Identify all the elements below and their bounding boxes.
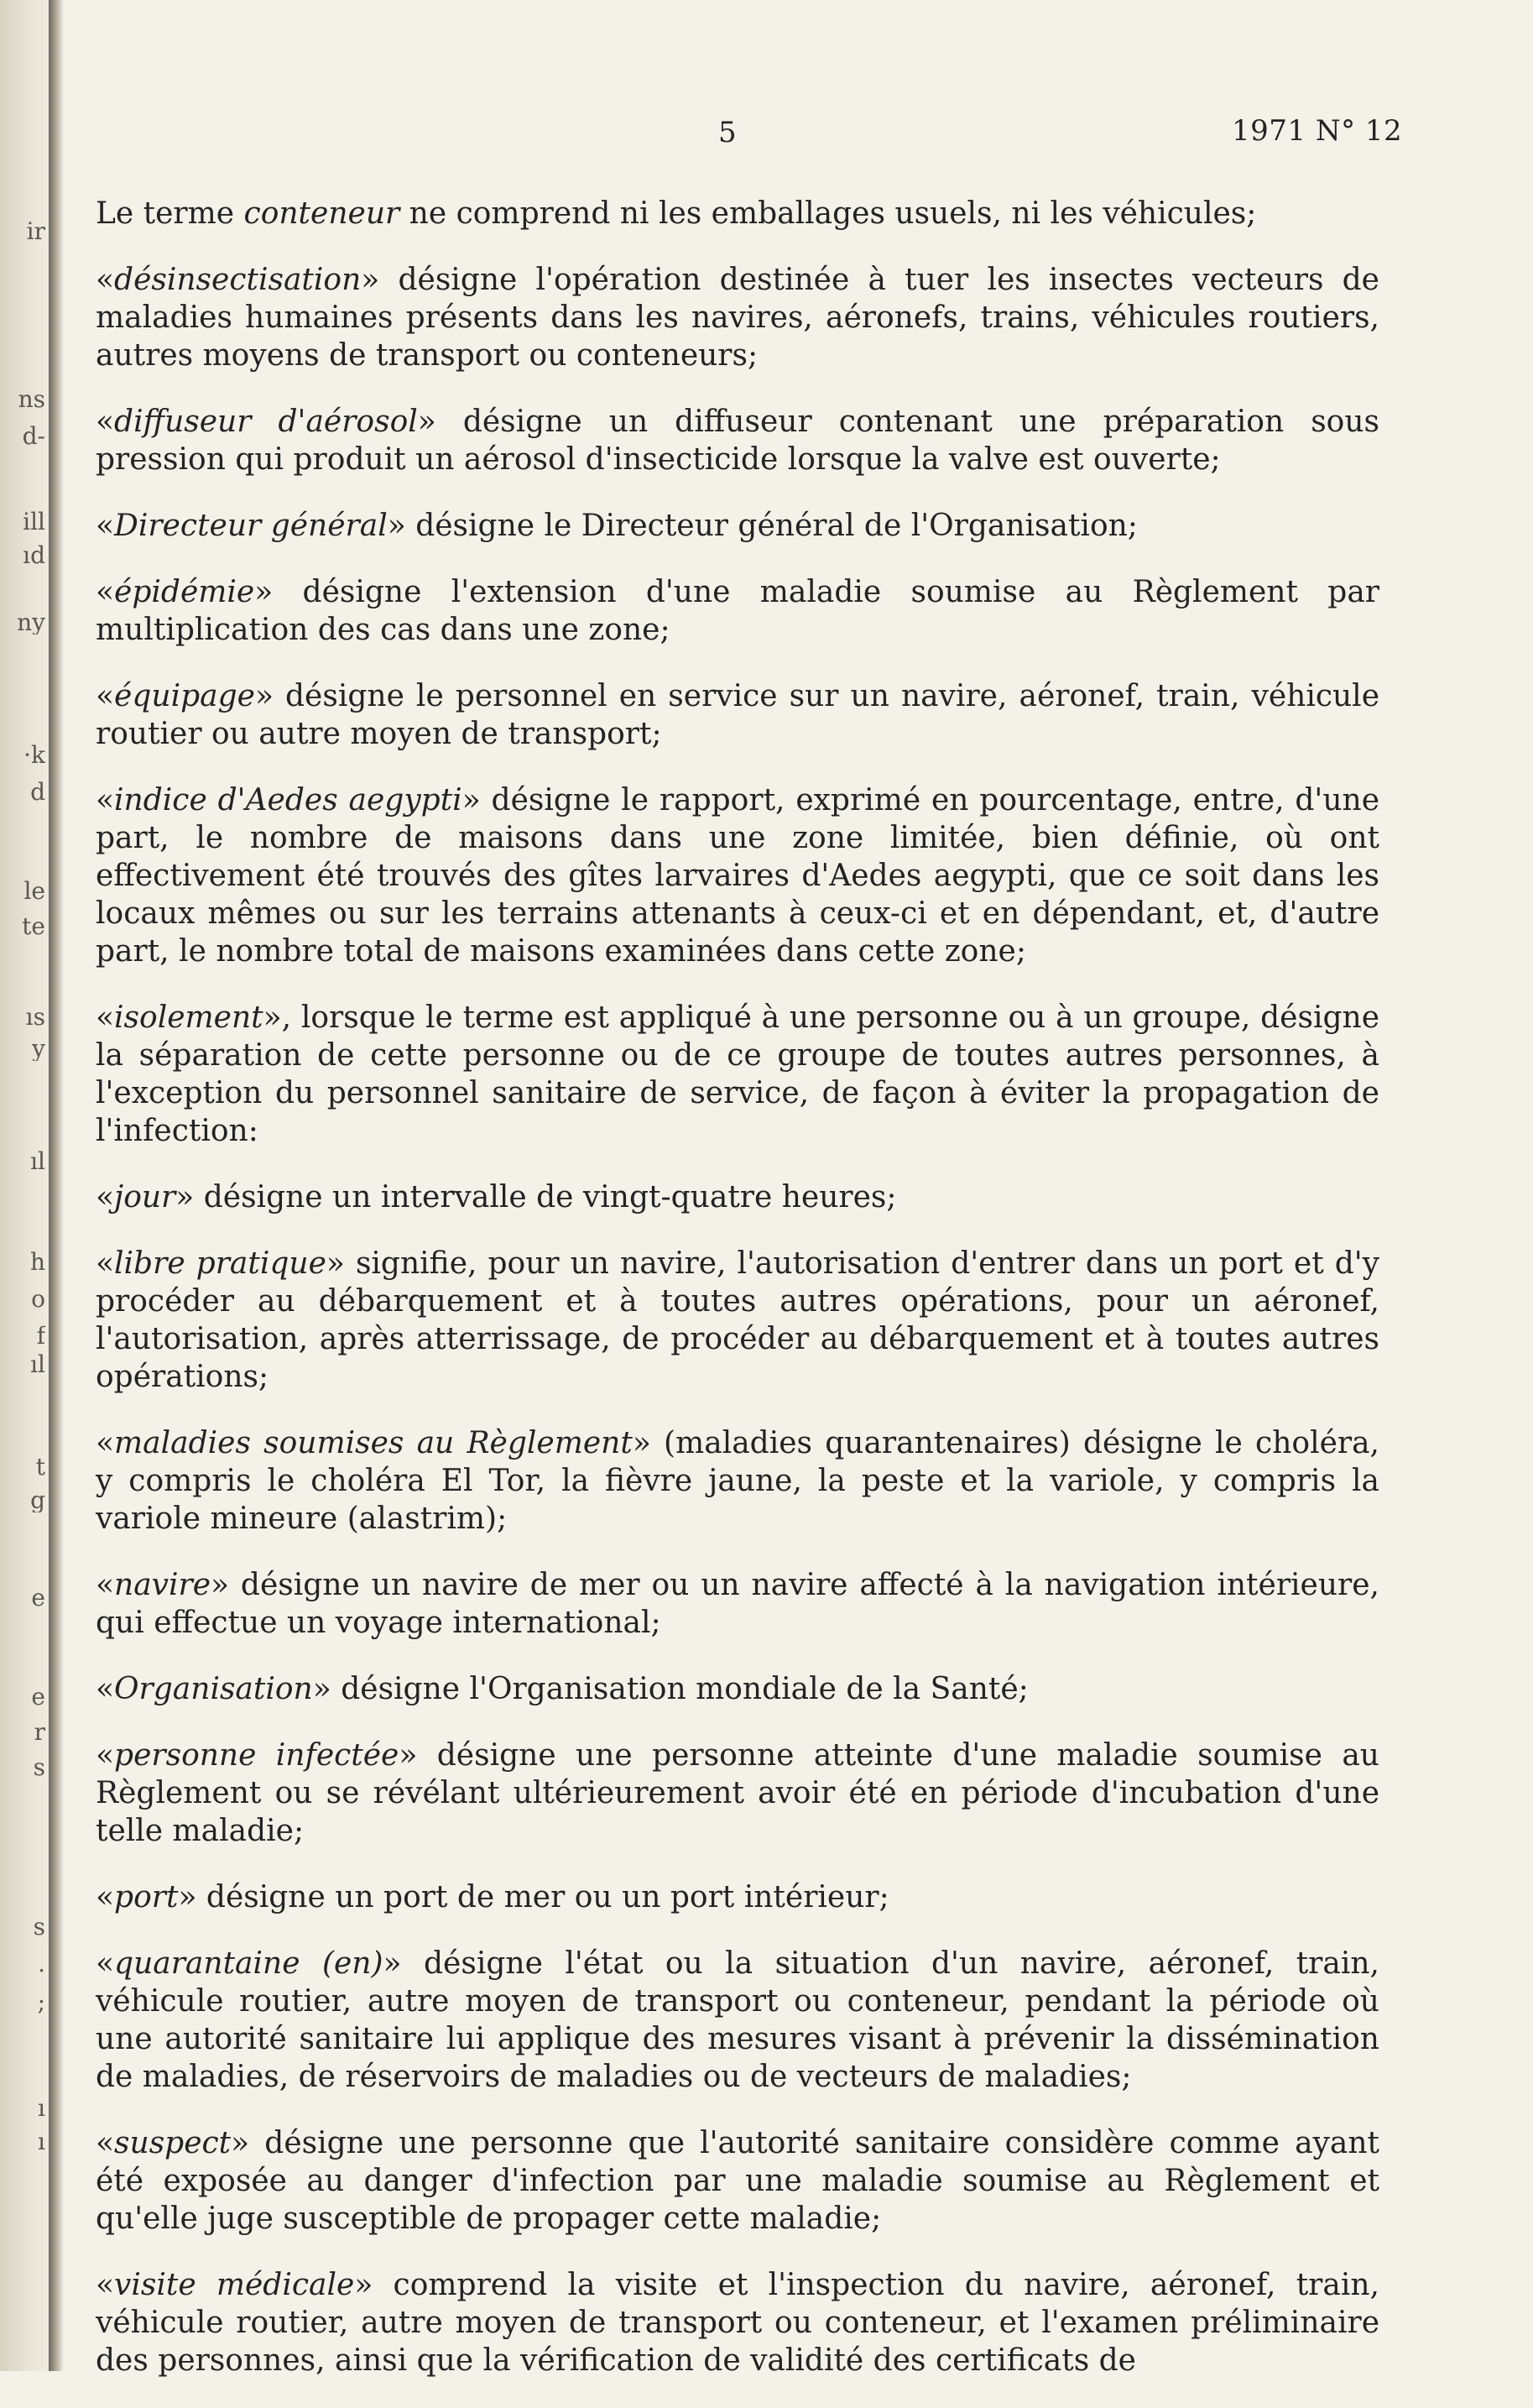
definition-prefix: « (96, 1738, 115, 1773)
facing-page-fragment: o (31, 1288, 45, 1311)
definition-prefix: « (96, 263, 115, 297)
definition-prefix: « (96, 679, 115, 713)
facing-page-fragment: f (36, 1324, 45, 1348)
definition-paragraph (96, 999, 1379, 1150)
facing-page-fragment: s (33, 1756, 45, 1779)
definition-text: » désigne un diffuseur contenant une préparation sous pression qui produit un aérosol d'insecticide lorsque la valve est ouverte; (96, 405, 1379, 477)
definition-text: » comprend la visite et l'inspection du navire, aéronef, train, véhicule routier, autre moyen de transport ou conteneur, et l'examen préliminaire des personnes, ainsi que la vérification de validité des certificats de (96, 2268, 1379, 2378)
defined-term: épidémie (114, 575, 255, 609)
definition-prefix: « (96, 1000, 115, 1035)
definitions-body (96, 195, 1379, 2408)
facing-page-fragment: . (38, 1952, 45, 1976)
defined-term: port (114, 1880, 179, 1914)
defined-term: désinsectisation (114, 263, 362, 297)
defined-term: diffuseur d'aérosol (114, 405, 418, 439)
facing-page-fragment: ıs (25, 1006, 45, 1029)
definition-prefix: « (96, 1946, 115, 1981)
definition-paragraph (96, 781, 1379, 970)
definition-text: » désigne un intervalle de vingt-quatre heures; (175, 1180, 897, 1214)
defined-term: équipage (114, 679, 255, 713)
facing-page-fragment: ns (18, 388, 45, 411)
definition-text: » désigne le personnel en service sur un navire, aéronef, train, véhicule routier ou autre moyen de transport; (96, 679, 1379, 751)
defined-term: suspect (114, 2126, 232, 2160)
definition-paragraph (96, 195, 1379, 232)
defined-term: navire (114, 1568, 211, 1602)
defined-term: visite médicale (114, 2268, 355, 2302)
facing-page-fragment: t (35, 1455, 45, 1479)
defined-term: conteneur (243, 196, 400, 231)
definition-text: » désigne l'opération destinée à tuer les insectes vecteurs de maladies humaines présents dans les navires, aéronefs, trains, véhicules routiers, autres moyens de transport ou conteneurs; (96, 263, 1379, 373)
definition-paragraph (96, 1245, 1379, 1396)
definition-text: » désigne l'état ou la situation d'un navire, aéronef, train, véhicule routier, autre moyen de transport ou conteneur, pendant la période où une autorité sanitaire lui applique des mesures visant à prévenir la dissémination de maladies, de réservoirs de maladies ou de vecteurs de maladies; (96, 1946, 1379, 2094)
definition-text: » désigne l'Organisation mondiale de la Santé; (312, 1672, 1029, 1706)
definition-paragraph (96, 1945, 1379, 2096)
defined-term: jour (114, 1180, 176, 1214)
page-number: 5 (718, 116, 737, 149)
definition-prefix: « (96, 2268, 115, 2302)
definition-paragraph (96, 507, 1379, 545)
definition-text: » désigne un navire de mer ou un navire affecté à la navigation intérieure, qui effectue un voyage international; (96, 1568, 1379, 1640)
defined-term: Organisation (114, 1672, 313, 1706)
definition-paragraph (96, 1878, 1379, 1916)
definition-prefix: « (96, 1246, 115, 1281)
defined-term: personne infectée (114, 1738, 399, 1773)
definition-prefix: « (96, 1672, 115, 1706)
definition-prefix: « (96, 509, 115, 543)
definition-paragraph (96, 1737, 1379, 1850)
facing-page-fragment: e (31, 1685, 45, 1709)
facing-page-fragment: h (29, 1251, 45, 1274)
definition-prefix: « (96, 575, 115, 609)
definition-text: » désigne le Directeur général de l'Organisation; (387, 509, 1138, 543)
defined-term: indice d'Aedes aegypti (114, 783, 462, 817)
facing-page-fragment: ıd (23, 544, 45, 567)
facing-page-fragment: ı (38, 2097, 45, 2120)
binding-shadow (49, 0, 64, 2371)
facing-page-fragment: r (34, 1721, 45, 1744)
facing-page-edge (0, 0, 49, 2371)
facing-page-fragment: ıl (30, 1353, 45, 1376)
definition-prefix: « (96, 1180, 115, 1214)
defined-term: Directeur général (114, 509, 388, 543)
facing-page-fragment: e (31, 1586, 45, 1610)
facing-page-fragment: ill (23, 510, 45, 534)
facing-page-fragment: ny (17, 611, 45, 635)
definition-paragraph (96, 2266, 1379, 2379)
definition-paragraph (96, 677, 1379, 753)
defined-term: isolement (114, 1000, 263, 1035)
definition-prefix: « (96, 783, 115, 817)
definition-prefix: « (96, 1426, 115, 1460)
definition-text: » désigne l'extension d'une maladie soumise au Règlement par multiplication des cas dans une zone; (96, 575, 1379, 647)
definition-text: » désigne le rapport, exprimé en pourcentage, entre, d'une part, le nombre de maisons dans une zone limitée, bien définie, où ont effectivement été trouvés des gîtes larvaires d'Aedes aegypti, que ce soit dans les locaux mêmes ou sur les terrains attenants à ceux-ci et en dépendant, et, d'autre part, le nombre total de maisons examinées dans cette zone; (96, 783, 1379, 969)
defined-term: maladies soumises au Règlement (114, 1426, 633, 1460)
facing-page-fragment: g (30, 1489, 45, 1512)
defined-term: libre pratique (114, 1246, 326, 1281)
definition-prefix: Le terme (96, 196, 244, 231)
facing-page-fragment: te (22, 915, 45, 938)
definition-paragraph (96, 1178, 1379, 1216)
facing-page-fragment: le (23, 880, 45, 903)
facing-page-fragment: ıl (30, 1150, 45, 1173)
definition-paragraph (96, 2124, 1379, 2238)
facing-page-fragment: s (33, 1915, 45, 1939)
definition-prefix: « (96, 2126, 115, 2160)
definition-text: » désigne une personne atteinte d'une maladie soumise au Règlement ou se révélant ultérieurement avoir été en période d'incubation d'une telle maladie; (96, 1738, 1379, 1848)
facing-page-fragment: ir (26, 220, 45, 243)
definition-prefix: « (96, 405, 115, 439)
definition-text: » désigne un port de mer ou un port intérieur; (178, 1880, 889, 1914)
definition-text: » signifie, pour un navire, l'autorisation d'entrer dans un port et d'y procéder au débarquement et à toutes autres opérations, pour un aéronef, l'autorisation, après atterrissage, de procéder au débarquement et à toutes autres opérations; (96, 1246, 1380, 1394)
definition-text: » désigne une personne que l'autorité sanitaire considère comme ayant été exposée au danger d'infection par une maladie soumise au Règlement et qu'elle juge susceptible de propager cette maladie; (96, 2126, 1379, 2236)
facing-page-fragment: y (32, 1037, 45, 1061)
definition-paragraph (96, 573, 1379, 649)
definition-paragraph (96, 1424, 1379, 1538)
definition-text: ne comprend ni les emballages usuels, ni les véhicules; (399, 196, 1257, 231)
definition-prefix: « (96, 1568, 115, 1602)
facing-page-fragment: d (30, 781, 45, 804)
definition-paragraph (96, 403, 1379, 478)
facing-page-fragment: ·k (23, 744, 45, 767)
facing-page-fragment: ı (38, 2130, 45, 2154)
document-reference: 1971 N° 12 (1232, 114, 1403, 148)
definition-text: » (maladies quarantenaires) désigne le choléra, y compris le choléra El Tor, la fièvre jaune, la peste et la variole, y compris la variole mineure (alastrim); (96, 1426, 1380, 1536)
definition-text: », lorsque le terme est appliqué à une personne ou à un groupe, désigne la séparation de cette personne ou de ce groupe de toutes autres personnes, à l'exception du personnel sanitaire de service, de façon à éviter la propagation de l'infection: (96, 1000, 1379, 1148)
defined-term: quarantaine (en) (114, 1946, 383, 1981)
facing-page-fragment: d- (22, 425, 45, 448)
definition-prefix: « (96, 1880, 115, 1914)
facing-page-fragment: ; (37, 1991, 45, 2014)
definition-paragraph (96, 261, 1379, 374)
definition-paragraph (96, 1670, 1379, 1708)
definition-paragraph (96, 1566, 1379, 1642)
